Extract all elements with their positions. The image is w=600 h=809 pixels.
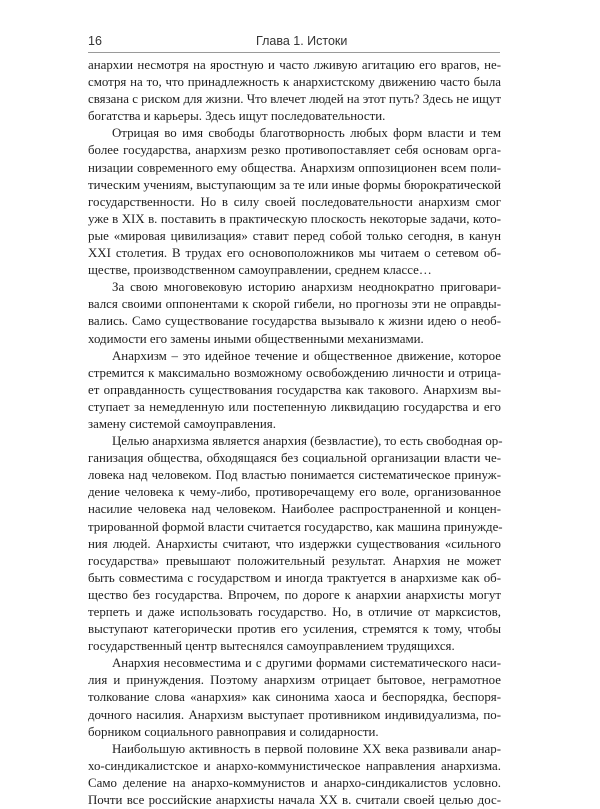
text-line: терпеть и даже использовать государство. Но, в отличие от марксистов, [88,605,501,619]
chapter-title: Глава 1. Истоки [256,34,348,48]
text-line: государственный центр вытеснялся самоуправлением трудящихся. [88,639,455,654]
text-line: Целью анархизма является анархия (безвластие), то есть свободная ор- [112,434,503,449]
text-line: дочного насилия. Анархизм выступает противником индивидуализма, по- [88,707,501,722]
text-line: хо-синдикалистское и анархо-коммунистическое направления анархизма. [88,758,501,773]
text-line: государственности. Но в силу своей последовательности анархизм смог [88,194,501,209]
text-line: трированной формой власти считается государство, как машина принужде- [88,519,503,534]
text-line: XXI столетия. В трудах его основоположников мы читаем о сетевом об- [88,246,501,261]
text-line: Почти все российские анархисты начала XX в. считали своей целью дос- [88,793,501,808]
text-line: ходимости его замены иными общественными механизмами. [88,331,424,346]
text-line: Анархия несовместима и с другими формами систематического наси- [112,656,501,671]
text-line: щество без государства. Впрочем, по дороге к анархии анархисты могут [88,587,501,602]
text-line: ловека над человеком. Под властью понимается систематическое принуж- [88,468,501,483]
body-text [88,57,501,809]
paragraph [88,279,501,347]
paragraph [88,57,501,125]
text-line: более государства, анархизм резко противопоставляет себя основам орга- [88,143,501,158]
page-number: 16 [88,34,102,48]
text-line: вался своими оппонентами к скорой гибели, но прогнозы эти не оправды- [88,297,501,312]
text-line: толкование слова «анархия» как синонима хаоса и беспорядка, беспоря- [88,690,501,705]
text-line: рые «мировая цивилизация» ставит перед собой только сегодня, в канун [88,228,501,243]
text-line: стремится к максимально возможному освобождению личности и отрица- [88,365,501,380]
text-line: смотря на то, что принадлежность к анархистскому движению часто была [88,75,501,90]
paragraph [88,125,501,279]
paragraph [88,433,501,655]
text-line: насилие человека над человеком. Наиболее распространенной и концен- [88,502,501,517]
text-line: ганизация общества, обходящаяся без социальной организации власти че- [88,451,501,466]
text-line: анархии несмотря на яростную и часто лживую агитацию его врагов, не- [88,58,501,72]
paragraph [88,348,501,433]
paragraph [88,741,501,809]
text-line: ет оправданность существования государства как такового. Анархизм вы- [88,382,501,397]
text-line: ществе, производственном самоуправлении, среднем классе… [88,263,432,278]
text-line: Наибольшую активность в первой половине XX века развивали анар- [112,741,501,756]
text-line: дение человека к чему-либо, противоречащему его воле, организованное [88,485,501,500]
text-line: государства» превышают положительный результат. Анархия не может [88,553,501,568]
text-line: Отрицая во имя свободы благотворность любых форм власти и тем [112,126,501,141]
text-line: богатства и карьеры. Здесь ищут последовательности. [88,109,386,124]
text-line: лия и принуждения. Поэтому анархизм отрицает бытовое, неграмотное [88,673,501,688]
text-line: связана с риском для жизни. Что влечет людей на этот путь? Здесь не ищут [88,92,501,107]
text-line: Анархизм – это идейное течение и общественное движение, которое [112,348,501,363]
text-line: быть совместима с государством и иногда трактуется в анархизме как об- [88,570,501,585]
text-line: выступают категорически против его усиления, стремятся к тому, чтобы [88,622,501,637]
header-rule [88,52,500,53]
text-line: тическим учениям, выступающим за те или иные формы бюрократической [88,177,501,192]
text-line: борником социального равноправия и солидарности. [88,724,379,739]
running-header [88,34,500,50]
text-line: ступает за немедленную или постепенную ликвидацию государства и его [88,399,501,414]
text-line: замену системой самоуправления. [88,416,276,431]
paragraph [88,655,501,740]
text-line: вались. Само существование государства вызывало к жизни идею о необ- [88,314,501,329]
text-line: Само деление на анархо-коммунистов и анархо-синдикалистов условно. [88,775,501,790]
text-line: уже в XIX в. поставить в практическую плоскость некоторые задачи, кото- [88,211,501,226]
text-line: ния людей. Анархисты считают, что издержки существования «сильного [88,536,501,551]
text-line: За свою многовековую историю анархизм неоднократно приговари- [112,280,501,295]
text-line: низации современного ему общества. Анархизм оппозиционен всем поли- [88,160,501,175]
